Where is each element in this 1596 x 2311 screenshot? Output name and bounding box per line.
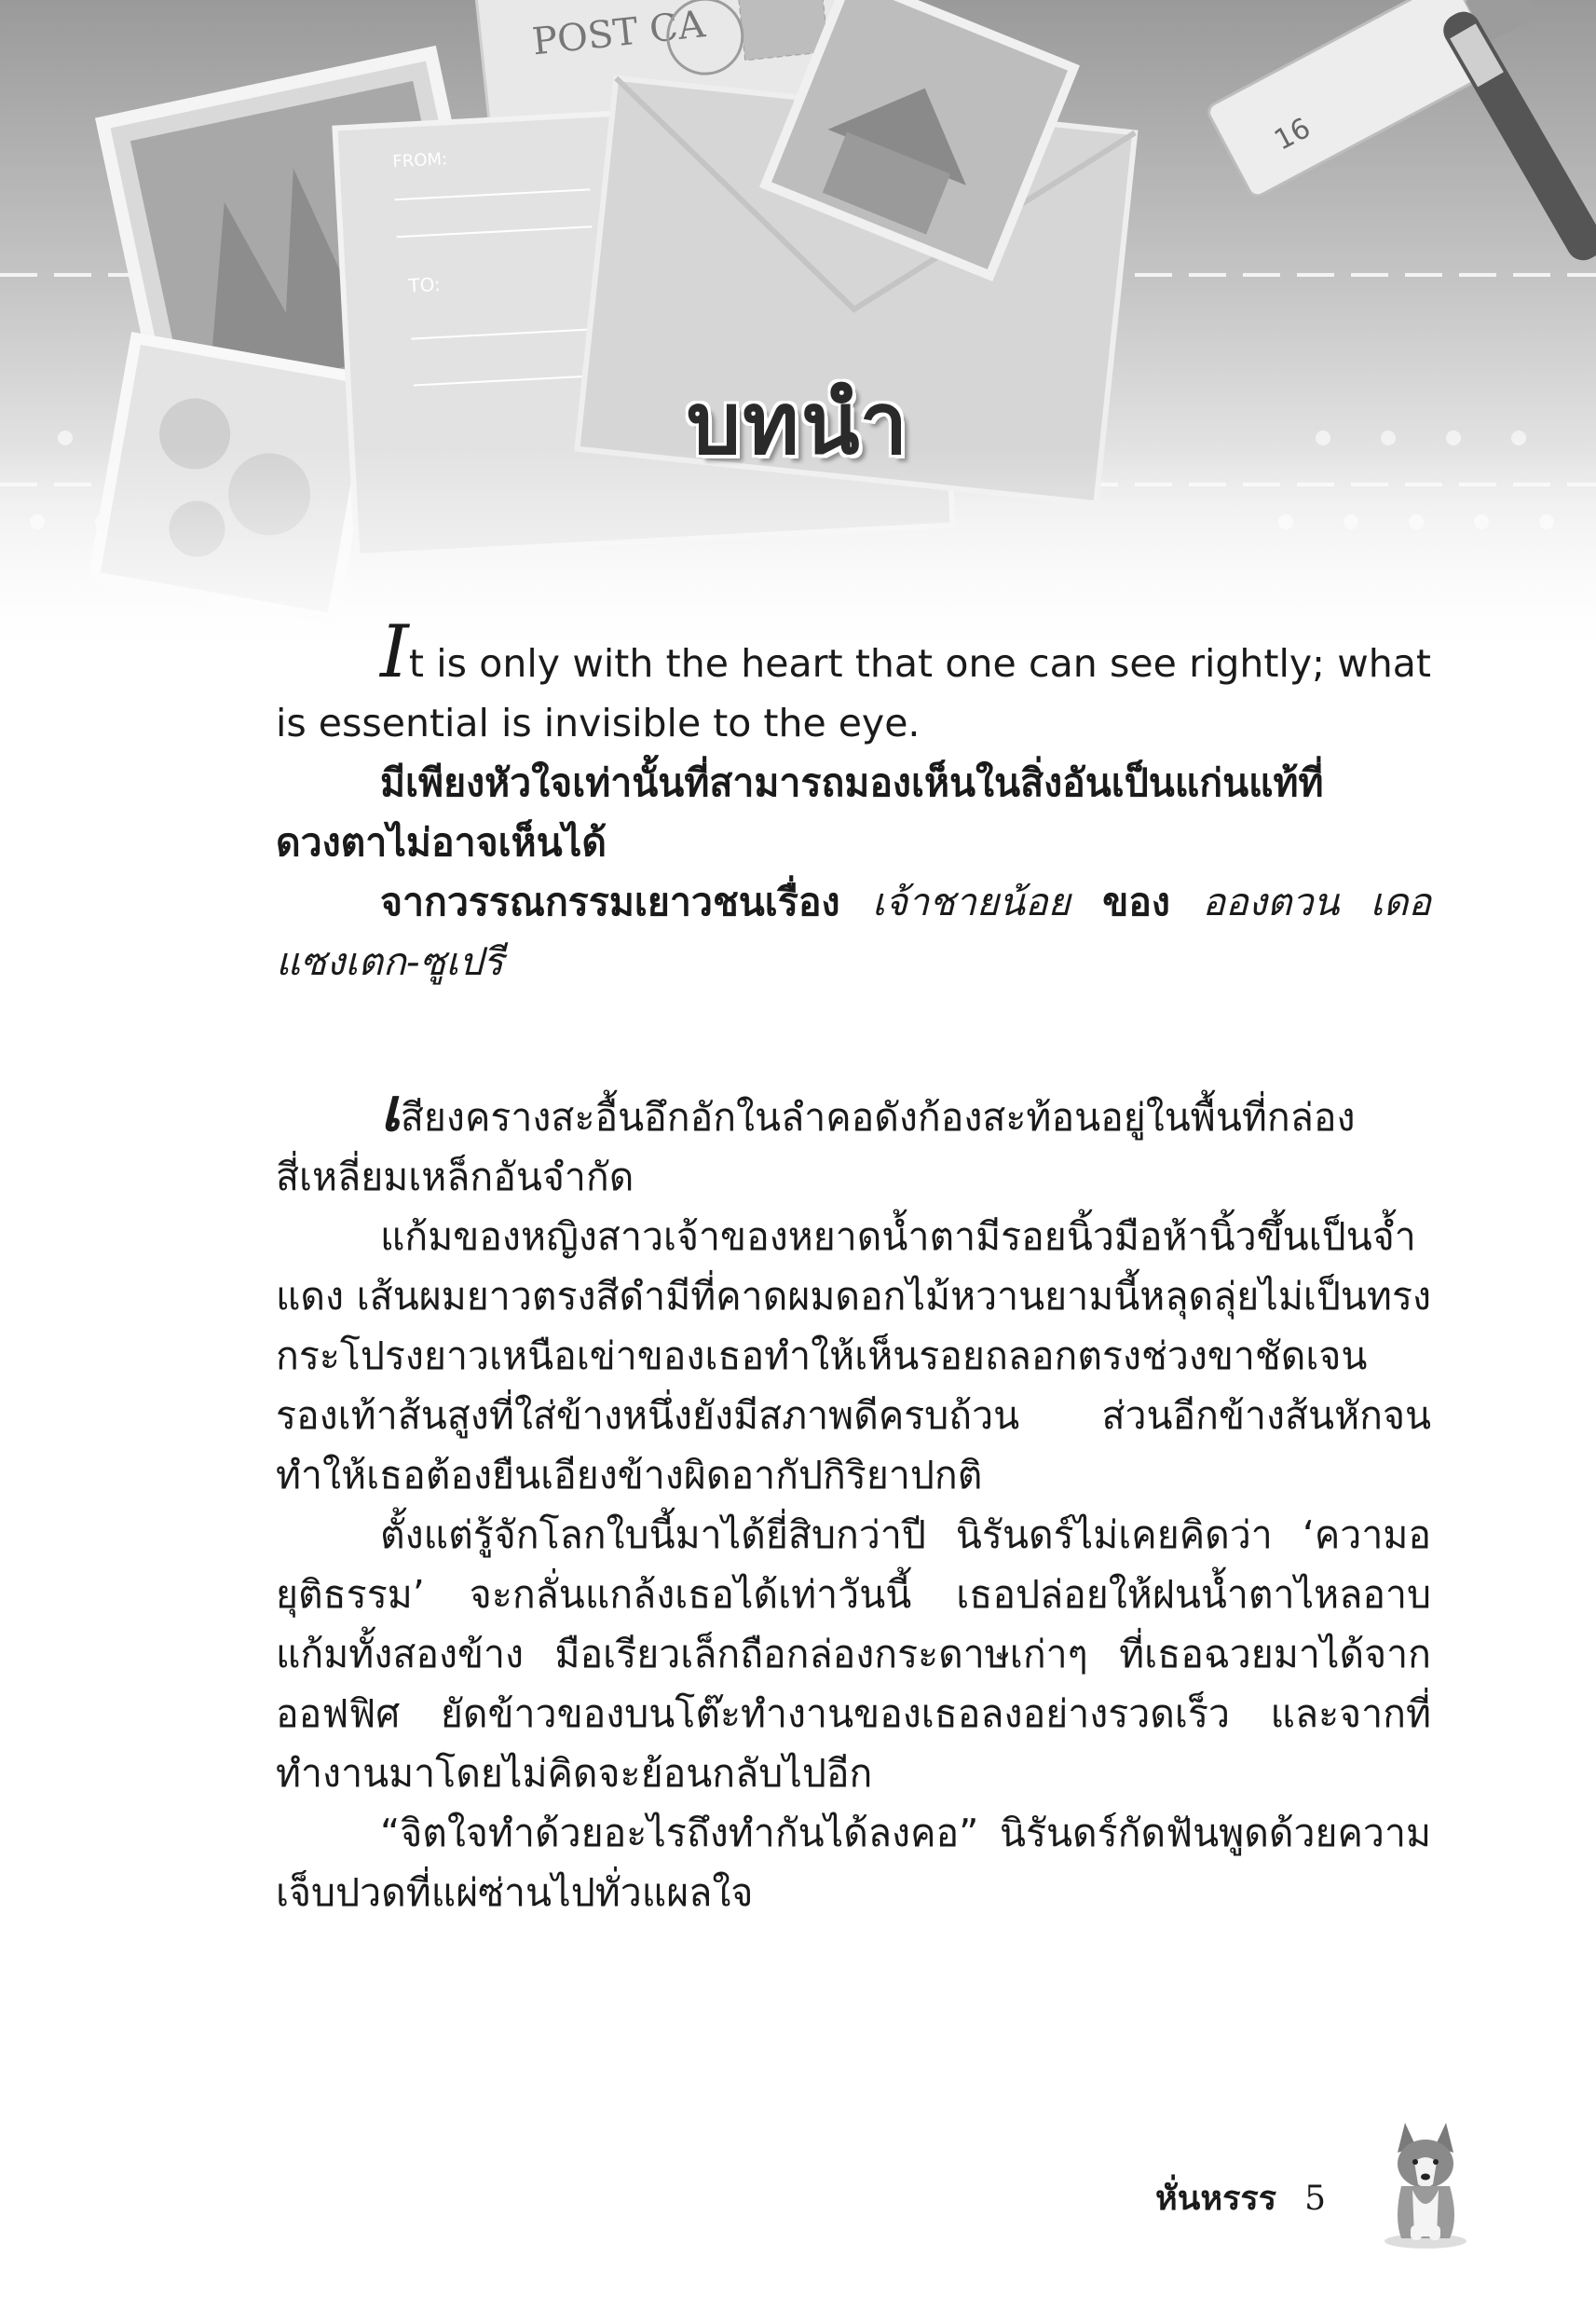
paragraph-1 bbox=[276, 1075, 1431, 1207]
paragraph-4: “จิตใจทำด้วยอะไรถึงทำกันได้ลงคอ” นิรันดร์กัดฟันพูดด้วยความเจ็บปวดที่แผ่ซ่านไปทั่วแผลใจ bbox=[276, 1811, 1431, 1915]
corgi-icon bbox=[1370, 2115, 1481, 2255]
quote-source bbox=[276, 872, 1431, 991]
source-of: ของ bbox=[1102, 880, 1170, 924]
header-illustration bbox=[0, 0, 1596, 671]
source-title: เจ้าชายน้อย bbox=[872, 880, 1071, 924]
quote-text-en: t is only with the heart that one can see rightly; what is essential is invisible to the eye. bbox=[276, 641, 1431, 745]
quote-initial: I bbox=[380, 610, 409, 694]
thai-translation: มีเพียงหัวใจเท่านั้นที่สามารถมองเห็นในสิ่งอันเป็นแก่นแท้ที่ดวงตาไม่อาจเห็นได้ bbox=[276, 760, 1324, 865]
to-label: TO: bbox=[407, 272, 442, 297]
page-footer bbox=[1155, 2171, 1326, 2224]
chapter-title: บทนำ bbox=[686, 373, 910, 473]
paragraph-2: แก้มของหญิงสาวเจ้าของหยาดน้ำตามีรอยนิ้วมือห้านิ้วขึ้นเป็นจ้ำแดง เส้นผมยาวตรงสีดำมีที่คาดผมดอกไม้หวานยามนี้หลุดลุ่ยไม่เป็นทรง กระโปรงยาวเหนือเข่าของเธอทำให้เห็นรอยถลอกตรงช่วงขาชัดเจน รองเท้าส้นสูงที่ใส่ข้างหนึ่งยังมีสภาพดีครบถ้วน ส่วนอีกข้างส้นหักจนทำให้เธอต้องยืนเอียงข้างผิดอากัปกิริยาปกติ bbox=[276, 1214, 1431, 1497]
english-quote bbox=[276, 610, 1431, 753]
section-gap bbox=[276, 991, 1431, 1081]
source-author: อองตวน เดอ แซงเตก-ซูเปรี bbox=[276, 880, 1431, 984]
from-label: FROM: bbox=[391, 149, 448, 172]
tube-number: 16 bbox=[1269, 111, 1316, 157]
running-title: หั่นหรรร bbox=[1155, 2180, 1277, 2218]
source-prefix: จากวรรณกรรมเยาวชนเรื่อง bbox=[380, 880, 840, 924]
drop-cap: เ bbox=[380, 1075, 401, 1145]
page-content bbox=[276, 610, 1431, 1922]
paragraph-1-text: สียงครางสะอื้นอึกอักในลำคอดังก้องสะท้อนอยู่ในพื้นที่กล่องสี่เหลี่ยมเหล็กอันจำกัด bbox=[276, 1095, 1356, 1199]
postcard-text: POST CA bbox=[530, 3, 707, 64]
page-number: 5 bbox=[1304, 2180, 1326, 2218]
paragraph-3: ตั้งแต่รู้จักโลกใบนี้มาได้ยี่สิบกว่าปี นิรันดร์ไม่เคยคิดว่า ‘ความอยุติธรรม’ จะกลั่นแกล้งเธอได้เท่าวันนี้ เธอปล่อยให้ฝนน้ำตาไหลอาบแก้มทั้งสองข้าง มือเรียวเล็กถือกล่องกระดาษเก่าๆ ที่เธอฉวยมาได้จากออฟฟิศ ยัดข้าวของบนโต๊ะทำงานของเธอลงอย่างรวดเร็ว และจากที่ทำงานมาโดยไม่คิดจะย้อนกลับไปอีก bbox=[276, 1512, 1431, 1796]
